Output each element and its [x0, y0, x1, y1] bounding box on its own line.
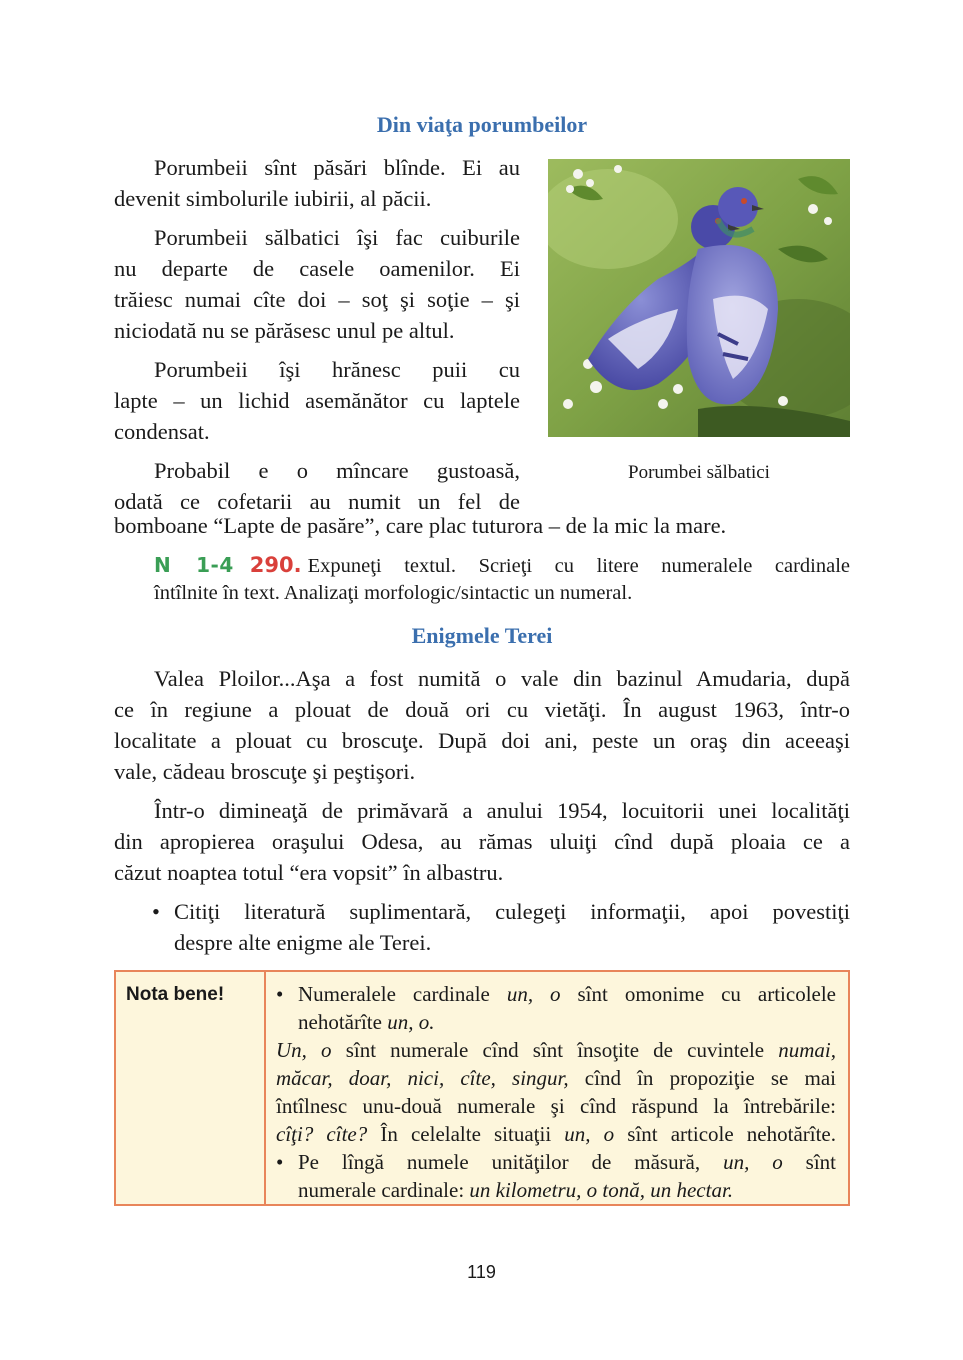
- text-line: vale, cădeau broscuţe şi peştişori.: [114, 759, 416, 784]
- paragraph-2: [114, 222, 520, 346]
- section-title-porumbei: Din viaţa porumbeilor: [376, 112, 588, 137]
- article-enigme: [114, 663, 850, 958]
- page-number: 119: [467, 1262, 496, 1282]
- text-line: Într-o dimineaţă de primăvară a anului 1954, locuitorii unei localităţi: [154, 798, 850, 823]
- text: întîlnesc unu-două numerale şi cînd răspund la întrebările:: [276, 1094, 836, 1118]
- nota-bene-label: Nota bene!: [116, 972, 266, 1204]
- nota-bene-box: [114, 970, 850, 1206]
- text-line: niciodată nu se părăsesc unul pe altul.: [114, 318, 455, 343]
- bullet-glyph: •: [152, 899, 160, 924]
- text: numai,: [778, 1038, 836, 1062]
- pigeons-illustration: [548, 159, 850, 437]
- text-line: căzut noaptea totul “era vopsit” în albastru.: [114, 860, 504, 885]
- text: un, o: [506, 982, 561, 1006]
- text-line: devenit simbolurile iubirii, al păcii.: [114, 186, 432, 211]
- paragraph-odesa: [114, 795, 850, 888]
- paragraph-1: [114, 152, 520, 214]
- text: sînt omonime cu articolele: [560, 982, 837, 1006]
- text: un, o.: [387, 1010, 435, 1034]
- text-line: trăiesc numai cîte doi – soţ şi soţie – şi: [114, 287, 520, 312]
- paragraph-4: [114, 455, 520, 517]
- text-line: Porumbeii sînt păsări blînde. Ei au: [154, 155, 520, 180]
- task-bullet: [114, 896, 850, 958]
- text-line: Porumbeii îşi hrănesc puii cu: [154, 357, 520, 382]
- exercise-290: [154, 552, 850, 607]
- text-line: Porumbeii sălbatici îşi fac cuiburile: [154, 225, 520, 250]
- paragraph-valea-ploilor: [114, 663, 850, 787]
- text: sînt numerale cînd sînt însoţite de cuvintele: [331, 1038, 779, 1062]
- text-line: despre alte enigme ale Terei.: [174, 930, 432, 955]
- exercise-text-line-2: întîlnite în text. Analizaţi morfologic/sintactic un numeral.: [154, 582, 633, 604]
- paragraph-3: [114, 354, 520, 447]
- text: Numeralele cardinale: [298, 982, 507, 1006]
- text: nehotărîte: [298, 1010, 388, 1034]
- text: Pe lîngă numele unităţilor de măsură,: [298, 1150, 724, 1174]
- image-caption: Porumbei sălbatici: [628, 462, 770, 483]
- pigeons-image: [548, 159, 850, 437]
- text: măcar, doar, nici, cîte, singur,: [276, 1066, 569, 1090]
- text: numerale cardinale:: [298, 1178, 470, 1202]
- text-line: ce în regiune a plouat de două ori cu vietăţi. În august 1963, într-o: [114, 697, 850, 722]
- text-line: Valea Ploilor...Aşa a fost numită o vale din bazinul Amudaria, după: [154, 666, 850, 691]
- text: Un, o: [276, 1038, 332, 1062]
- text-line: condensat.: [114, 419, 210, 444]
- nota-bene-content: [276, 980, 836, 1204]
- text-line: bomboane “Lapte de pasăre”, care plac tuturora – de la mic la mare.: [114, 513, 727, 538]
- exercise-text-line-1: Expuneţi textul. Scrieţi cu litere numeralele cardinale: [307, 555, 850, 577]
- text-line: lapte – un lichid asemănător cu laptele: [114, 388, 520, 413]
- text: cîţi? cîte?: [276, 1122, 368, 1146]
- section-title-enigme: Enigmele Terei: [411, 623, 553, 648]
- text: un, o: [564, 1122, 615, 1146]
- text-line: din apropierea oraşului Odesa, au rămas uluiţi cînd după ploaia ce a: [114, 829, 850, 854]
- article-porumbei: [114, 152, 520, 517]
- bullet-glyph: •: [276, 982, 284, 1006]
- text-line: Probabil e o mîncare gustoasă,: [154, 458, 520, 483]
- text: În celelalte situaţii: [367, 1122, 565, 1146]
- text-line: nu departe de casele oamenilor. Ei: [114, 256, 520, 281]
- text: sînt: [782, 1150, 837, 1174]
- text: un kilometru, o tonă, un hectar.: [469, 1178, 734, 1202]
- text-line: localitate a plouat cu broscuţe. După doi ani, peste un oraş din aceeaşi: [114, 728, 850, 753]
- text-line: odată ce cofetarii au numit un fel de: [114, 489, 520, 514]
- text: cînd în propoziţie se mai: [568, 1066, 836, 1090]
- text: sînt articole nehotărîte.: [614, 1122, 836, 1146]
- text-line: Citiţi literatură suplimentară, culegeţi informaţii, apoi povestiţi: [174, 899, 850, 924]
- exercise-number: 290.: [249, 553, 302, 577]
- exercise-code: N 1-4: [154, 553, 234, 577]
- paragraph-4-continued: [114, 510, 850, 541]
- bullet-glyph: •: [276, 1150, 284, 1174]
- text: un, o: [723, 1150, 783, 1174]
